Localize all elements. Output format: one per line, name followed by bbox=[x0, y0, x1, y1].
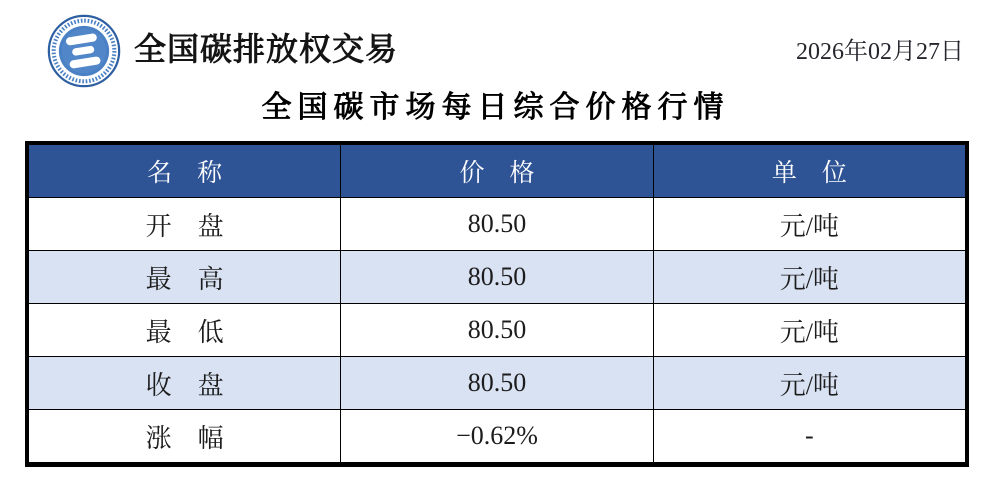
high-name-cell: 最 高 bbox=[29, 251, 341, 304]
low-price-cell: 80.50 bbox=[341, 304, 653, 357]
change-price-cell: −0.62% bbox=[341, 410, 653, 463]
close-unit-cell: 元/吨 bbox=[653, 357, 965, 410]
table-header-row bbox=[29, 145, 966, 198]
table-row-low bbox=[29, 304, 966, 357]
carbon-exchange-logo-icon bbox=[47, 14, 121, 88]
low-unit-cell: 元/吨 bbox=[653, 304, 965, 357]
table-row-high bbox=[29, 251, 966, 304]
low-name-cell: 最 低 bbox=[29, 304, 341, 357]
change-name-cell: 涨 幅 bbox=[29, 410, 341, 463]
header-price: 价 格 bbox=[341, 145, 653, 198]
header-unit: 单 位 bbox=[653, 145, 965, 198]
high-unit-cell: 元/吨 bbox=[653, 251, 965, 304]
page-title: 全国碳市场每日综合价格行情 bbox=[261, 91, 730, 124]
open-unit-cell: 元/吨 bbox=[653, 198, 965, 251]
table-row-open bbox=[29, 198, 966, 251]
close-price-cell: 80.50 bbox=[341, 357, 653, 410]
change-unit-cell: - bbox=[653, 410, 965, 463]
high-price-cell: 80.50 bbox=[341, 251, 653, 304]
header-name: 名 称 bbox=[29, 145, 341, 198]
price-table bbox=[28, 144, 966, 463]
table-row-change bbox=[29, 410, 966, 463]
price-table-container bbox=[25, 141, 969, 467]
close-name-cell: 收 盘 bbox=[29, 357, 341, 410]
date-label: 2026年02月27日 bbox=[796, 39, 964, 65]
brand-title: 全国碳排放权交易 bbox=[134, 31, 399, 67]
table-row-close bbox=[29, 357, 966, 410]
open-price-cell: 80.50 bbox=[341, 198, 653, 251]
open-name-cell: 开 盘 bbox=[29, 198, 341, 251]
